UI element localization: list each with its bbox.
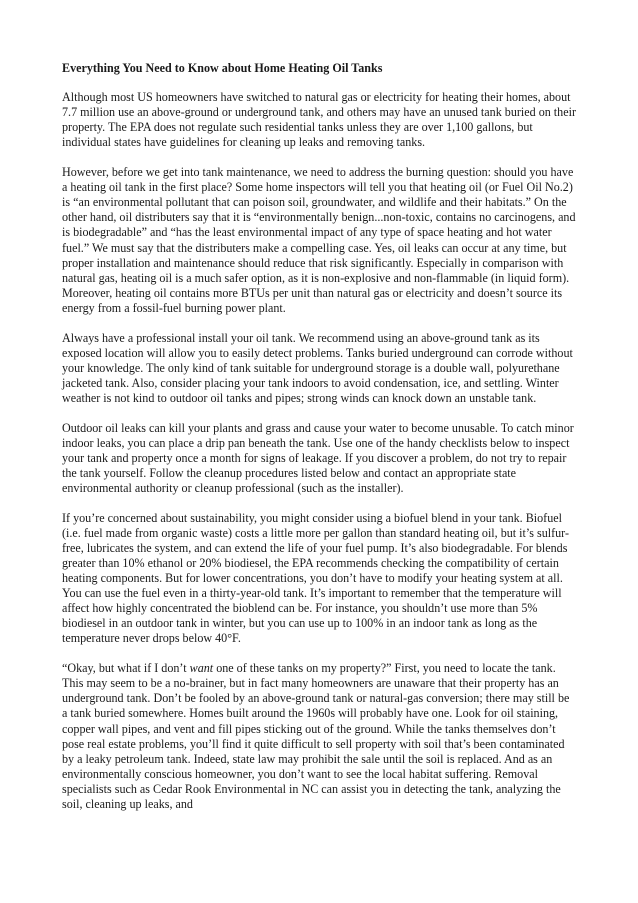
paragraph-should-you-have-tank: However, before we get into tank maintenance, we need to address the burning question: should you have a heating oil tank in the first place? Some home inspectors will tell you that heating oil (or Fuel Oil No.2) is “an environmental pollutant that can poison soil, groundwater, and wildlife and their habitats.” On the other hand, oil distributers say that it is “environmentally benign...non-toxic, contains no carcinogens, and is biodegradable” and “has the least environmental impact of any type of space heating and hot water fuel.” We must say that the distributers make a compelling case. Yes, oil leaks can occur at any time, but proper installation and maintenance should reduce that risk significantly. Especially in comparison with natural gas, heating oil is a much safer option, as it is non-explosive and non-flammable (in liquid form). Moreover, heating oil contains more BTUs per unit than natural gas or electricity and doesn’t source its energy from a fossil-fuel burning power plant.	[62, 165, 576, 315]
paragraph-intro: Although most US homeowners have switched to natural gas or electricity for heating their homes, about 7.7 million use an above-ground or underground tank, and others may have an unused tank buried on their property. The EPA does not regulate such residential tanks unless they are over 1,100 gallons, but individual states have guidelines for cleaning up leaks and removing tanks.	[62, 90, 576, 150]
locate-tank-text-rest: one of these tanks on my property?” First, you need to locate the tank. This may seem to be a no-brainer, but in fact many homeowners are unaware that their property has an underground tank. Don’t be fooled by an above-ground tank or natural-gas conversion; there may still be a tank buried somewhere. Homes built around the 1960s will probably have one. Look for oil staining, copper wall pipes, and vent and fill pipes sticking out of the ground. While the tanks themselves don’t pose real estate problems, you’ll find it quite difficult to sell property with soil that’s been contaminated by a leaky petroleum tank. Indeed, state law may prohibit the sale until the soil is replaced. And as an environmentally conscious homeowner, you don’t want to see the local habitat suffering. Removal specialists such as Cedar Rook Environmental in NC can assist you in detecting the tank, analyzing the soil, cleaning up leaks, and	[62, 661, 570, 811]
emphasized-word: want	[189, 661, 214, 676]
locate-tank-text-start: “Okay, but what if I don’t	[62, 661, 190, 676]
document-page	[62, 61, 576, 812]
paragraph-outdoor-leaks: Outdoor oil leaks can kill your plants and grass and cause your water to become unusable. To catch minor indoor leaks, you can place a drip pan beneath the tank. Use one of the handy checklists below to inspect your tank and property once a month for signs of leakage. If you discover a problem, do not try to repair the tank yourself. Follow the cleanup procedures listed below and contact an appropriate state environmental authority or cleanup professional (such as the installer).	[62, 420, 574, 496]
paragraph-locate-tank	[62, 661, 576, 812]
paragraph-professional-install: Always have a professional install your oil tank. We recommend using an above-ground tank as its exposed location will allow you to easily detect problems. Tanks buried underground can corrode without your knowledge. The only kind of tank suitable for underground storage is a double wall, polyurethane jacketed tank. Also, consider placing your tank indoors to avoid condensation, ice, and settling. Winter weather is not kind to outdoor oil tanks and pipes; strong winds can knock down an unstable tank.	[62, 330, 573, 405]
document-title: Everything You Need to Know about Home Heating Oil Tanks	[62, 61, 383, 75]
paragraph-biofuel: If you’re concerned about sustainability, you might consider using a biofuel blend in your tank. Biofuel (i.e. fuel made from organic waste) costs a little more per gallon than standard heating oil, but it’s sulfur-free, lubricates the system, and can extend the life of your fuel pump. It’s also biodegradable. For blends greater than 10% ethanol or 20% biodiesel, the EPA recommends checking the compatibility of certain heating components. But for lower concentrations, you don’t have to modify your heating system at all. You can use the fuel even in a thirty-year-old tank. It’s important to remember that the temperature will affect how highly concentrated the bioblend can be. For instance, you shouldn’t use more than 5% biodiesel in an outdoor tank in winter, but you can use up to 100% in an indoor tank as long as the temperature never drops below 40°F.	[62, 510, 569, 646]
